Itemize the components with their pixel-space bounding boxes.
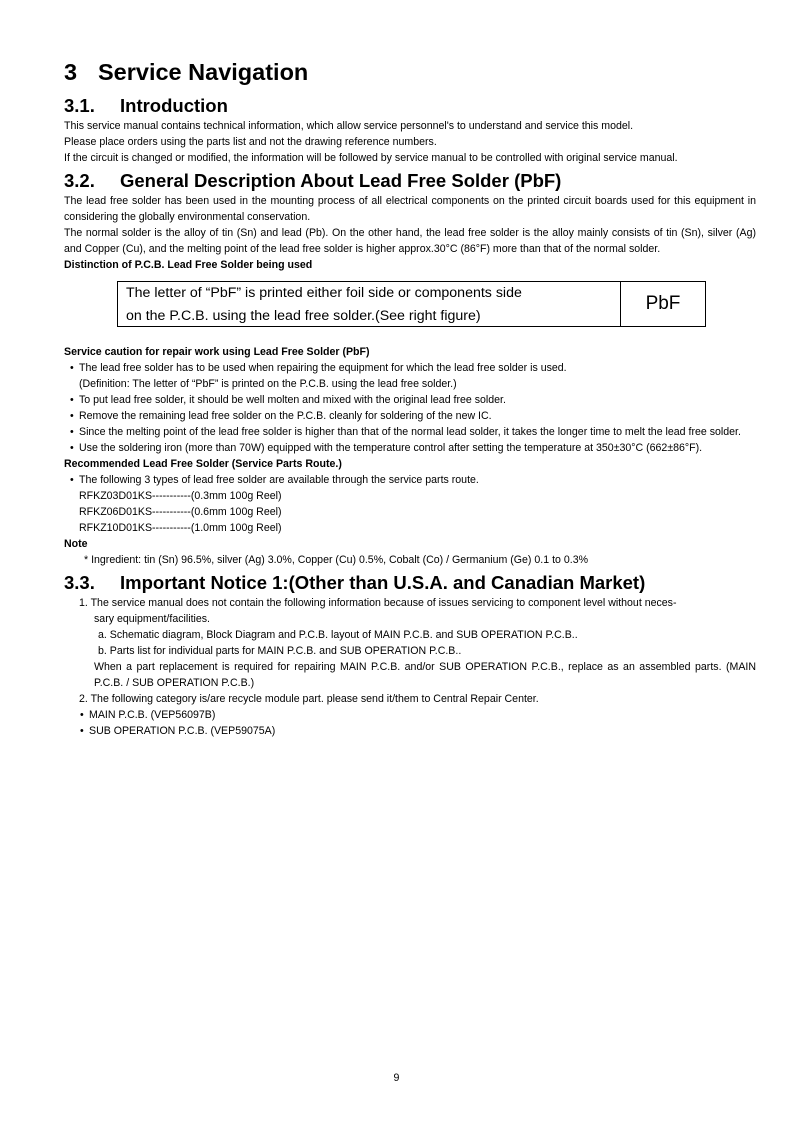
caution-item-5: • Use the soldering iron (more than 70W) equipped with the temperature control after setting the temperature at 350±30°C (662±86°F). bbox=[64, 440, 756, 456]
section-title: Important Notice 1:(Other than U.S.A. and Canadian Market) bbox=[120, 572, 646, 593]
caution-heading: Service caution for repair work using Lead Free Solder (PbF) bbox=[64, 346, 370, 358]
module-item-2: • SUB OPERATION P.C.B. (VEP59075A) bbox=[74, 723, 756, 739]
part-line-2: RFKZ06D01KS-----------(0.6mm 100g Reel) bbox=[79, 506, 282, 518]
part-line-1: RFKZ03D01KS-----------(0.3mm 100g Reel) bbox=[79, 490, 282, 502]
chapter-title bbox=[64, 57, 756, 87]
caution-item-4: • Since the melting point of the lead free solder is higher than that of the normal lead solder, it takes the longer time to melt the lead free solder. bbox=[64, 424, 756, 440]
section-number: 3.3. bbox=[64, 572, 95, 593]
pbf-notice-box bbox=[117, 281, 706, 327]
notice-item-1-note: When a part replacement is required for repairing MAIN P.C.B. and/or SUB OPERATION P.C.B., replace as an assembled parts. (MAIN P.C.B. / SUB OPERATION P.C.B.) bbox=[94, 661, 756, 689]
lead-free-paragraph-1: The lead free solder has been used in the mounting process of all electrical components on the printed circuit boards used for this equipment in considering the globally environmental conservation. bbox=[64, 195, 756, 223]
section-number: 3.1. bbox=[64, 95, 95, 116]
part-line-3: RFKZ10D01KS-----------(1.0mm 100g Reel) bbox=[79, 522, 282, 534]
section-title: General Description About Lead Free Solder (PbF) bbox=[120, 170, 562, 191]
intro-line-1: This service manual contains technical information, which allow service personnel's to understand and service this model. bbox=[64, 120, 634, 132]
section-3-3-heading bbox=[64, 571, 756, 595]
notice-item-1-b: b. Parts list for individual parts for MAIN P.C.B. and SUB OPERATION P.C.B.. bbox=[98, 645, 462, 657]
notice-item-1-line-2: sary equipment/facilities. bbox=[94, 613, 210, 625]
notice-item-1-a: a. Schematic diagram, Block Diagram and P.C.B. layout of MAIN P.C.B. and SUB OPERATION P.C.B.. bbox=[98, 629, 578, 641]
note-text: * Ingredient: tin (Sn) 96.5%, silver (Ag) 3.0%, Copper (Cu) 0.5%, Cobalt (Co) / Germanium (Ge) 0.1 to 0.3% bbox=[84, 554, 588, 566]
distinction-heading: Distinction of P.C.B. Lead Free Solder being used bbox=[64, 259, 313, 271]
caution-definition: (Definition: The letter of “PbF” is printed on the P.C.B. using the lead free solder.) bbox=[79, 378, 457, 390]
notice-item-1-line-1: 1. The service manual does not contain the following information because of issues servicing to component level without neces- bbox=[79, 597, 677, 609]
section-number: 3.2. bbox=[64, 170, 95, 191]
chapter-title-text: Service Navigation bbox=[98, 59, 309, 85]
intro-line-2: Please place orders using the parts list and not the drawing reference numbers. bbox=[64, 136, 437, 148]
caution-item-1: • The lead free solder has to be used when repairing the equipment for which the lead free solder is used. bbox=[64, 360, 756, 376]
intro-line-3: If the circuit is changed or modified, the information will be followed by service manual to be controlled with original service manual. bbox=[64, 152, 678, 164]
caution-item-3: • Remove the remaining lead free solder on the P.C.B. cleanly for soldering of the new IC. bbox=[64, 408, 756, 424]
manual-page bbox=[64, 57, 756, 739]
recommended-intro: • The following 3 types of lead free solder are available through the service parts route. bbox=[64, 472, 756, 488]
section-3-2-heading bbox=[64, 169, 756, 193]
recommended-heading: Recommended Lead Free Solder (Service Parts Route.) bbox=[64, 458, 342, 470]
pbf-notice-text bbox=[118, 282, 621, 326]
chapter-number: 3 bbox=[64, 59, 78, 85]
module-item-1: • MAIN P.C.B. (VEP56097B) bbox=[74, 707, 756, 723]
lead-free-paragraph-2: The normal solder is the alloy of tin (Sn) and lead (Pb). On the other hand, the lead free solder is the alloy mainly consists of tin (Sn), silver (Ag) and Copper (Cu), and the melting point of the lead free solder is higher approx.30°C (86°F) more than that of the normal solder. bbox=[64, 227, 756, 255]
notice-item-2: 2. The following category is/are recycle module part. please send it/them to Central Repair Center. bbox=[79, 693, 539, 705]
pbf-notice-line-1: The letter of “PbF” is printed either foil side or components side bbox=[126, 285, 522, 301]
pbf-mark-label: PbF bbox=[645, 293, 681, 314]
section-title: Introduction bbox=[120, 95, 228, 116]
page-number: 9 bbox=[393, 1072, 400, 1084]
note-heading: Note bbox=[64, 538, 88, 550]
section-3-1-heading bbox=[64, 94, 756, 118]
pbf-notice-line-2: on the P.C.B. using the lead free solder.(See right figure) bbox=[126, 308, 481, 324]
caution-item-2: • To put lead free solder, it should be well molten and mixed with the original lead free solder. bbox=[64, 392, 756, 408]
